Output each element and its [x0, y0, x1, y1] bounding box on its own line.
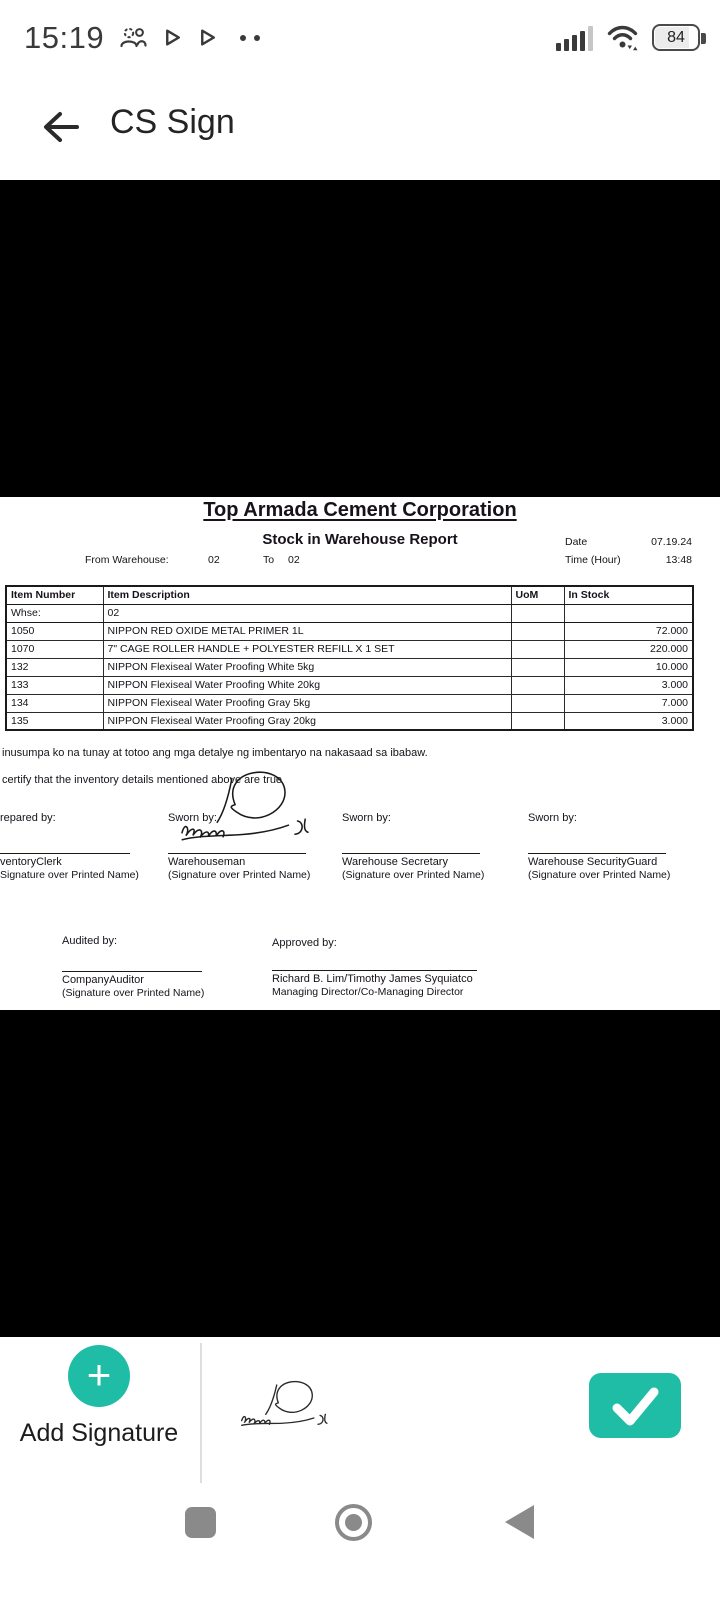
table-cell: 72.000 [564, 622, 693, 640]
document-page [0, 497, 720, 1010]
approver-names: Richard B. Lim/Timothy James Syquiatco [272, 973, 473, 985]
signature-line [528, 853, 666, 854]
wifi-icon [606, 24, 639, 51]
battery-percent: 84 [667, 28, 685, 46]
back-button[interactable] [34, 101, 86, 153]
signatory-secretary [342, 812, 507, 881]
table-cell [511, 676, 564, 694]
date-label: Date [565, 536, 588, 548]
signatory-label: Sworn by: [342, 812, 391, 824]
signal-icon [556, 25, 593, 51]
audited-by-block [62, 935, 204, 999]
status-bar [0, 0, 720, 75]
table-cell: NIPPON Flexiseal Water Proofing White 5kg [103, 658, 511, 676]
placed-signature-overlay[interactable] [156, 752, 330, 866]
home-circle-icon[interactable] [335, 1504, 372, 1541]
signatory-subrole: (Signature over Printed Name) [342, 869, 485, 881]
table-cell: 3.000 [564, 712, 693, 730]
signatory-subrole: (Signature over Printed Name) [528, 869, 671, 881]
attestation-english: certify that the inventory details mentioned above are true [2, 774, 283, 786]
time-label: Time (Hour) [565, 554, 621, 566]
play-outline-icon [162, 27, 183, 48]
plus-icon: + [86, 1350, 112, 1398]
group-icon [118, 25, 148, 51]
app-bar [0, 75, 720, 180]
table-cell: 3.000 [564, 676, 693, 694]
table-cell: 10.000 [564, 658, 693, 676]
arrow-left-icon [40, 110, 80, 144]
approved-by-label: Approved by: [272, 937, 337, 949]
status-bar-left [24, 0, 260, 75]
table-cell [511, 604, 564, 622]
table-cell: NIPPON Flexiseal Water Proofing Gray 20kg [103, 712, 511, 730]
table-cell: 7.000 [564, 694, 693, 712]
date-value: 07.19.24 [651, 536, 692, 548]
table-cell [564, 604, 693, 622]
table-header-row [6, 586, 693, 604]
signature-line [0, 853, 130, 854]
signatory-label: Sworn by: [168, 812, 217, 824]
table-row [6, 676, 693, 694]
auditor-subrole: (Signature over Printed Name) [62, 987, 205, 999]
signatory-role: Warehouse Secretary [342, 856, 448, 868]
add-signature-label: Add Signature [19, 1419, 179, 1447]
table-cell: Whse: [6, 604, 103, 622]
signature-line [272, 970, 477, 971]
table-cell: 1050 [6, 622, 103, 640]
table-cell: 220.000 [564, 640, 693, 658]
table-cell [511, 712, 564, 730]
table-cell: NIPPON Flexiseal Water Proofing Gray 5kg [103, 694, 511, 712]
viewer-background-top [0, 180, 720, 497]
play-outline-icon [197, 27, 218, 48]
table-cell: NIPPON Flexiseal Water Proofing White 20kg [103, 676, 511, 694]
toolbar-divider [200, 1343, 202, 1483]
approved-by-block [272, 937, 477, 998]
signatory-label: repared by: [0, 812, 56, 824]
signatory-role: ventoryClerk [0, 856, 62, 868]
signature-line [62, 971, 202, 972]
recents-square-icon[interactable] [185, 1507, 216, 1538]
confirm-button[interactable] [589, 1373, 681, 1438]
viewer-background-bottom [0, 1010, 720, 1337]
status-bar-right [556, 0, 700, 75]
table-cell: 135 [6, 712, 103, 730]
battery-icon [652, 24, 700, 51]
col-item-number: Item Number [6, 586, 103, 604]
table-cell: 133 [6, 676, 103, 694]
more-dots-icon [240, 35, 260, 41]
report-title: Stock in Warehouse Report [262, 531, 458, 548]
auditor-role: CompanyAuditor [62, 974, 144, 986]
table-row [6, 622, 693, 640]
from-warehouse-label: From Warehouse: [85, 554, 169, 566]
signature-toolbar [0, 1337, 720, 1490]
col-item-description: Item Description [103, 586, 511, 604]
signatory-security-guard [528, 812, 693, 881]
table-cell: 134 [6, 694, 103, 712]
company-title: Top Armada Cement Corporation [203, 499, 517, 521]
col-uom: UoM [511, 586, 564, 604]
signature-thumbnail[interactable] [226, 1367, 341, 1445]
table-cell [511, 622, 564, 640]
table-row [6, 604, 693, 622]
signatory-subrole: Signature over Printed Name) [0, 869, 139, 881]
signature-line [342, 853, 480, 854]
page-title: CS Sign [110, 103, 235, 141]
signatory-role: Warehouse SecurityGuard [528, 856, 658, 868]
navigation-bar [0, 1490, 720, 1600]
table-cell: 132 [6, 658, 103, 676]
table-cell: 02 [103, 604, 511, 622]
table-cell [511, 694, 564, 712]
table-cell: 7" CAGE ROLLER HANDLE + POLYESTER REFILL X 1 SET [103, 640, 511, 658]
clock: 15:19 [24, 19, 105, 55]
audited-by-label: Audited by: [62, 935, 118, 947]
attestation-tagalog: inusumpa ko na tunay at totoo ang mga detalye ng imbentaryo na nakasaad sa ibabaw. [2, 747, 428, 759]
to-value: 02 [288, 554, 300, 566]
table-cell: 1070 [6, 640, 103, 658]
table-cell [511, 640, 564, 658]
table-row [6, 712, 693, 730]
from-warehouse-value: 02 [208, 554, 220, 566]
signatory-role: Warehouseman [168, 856, 246, 868]
add-signature-button[interactable] [10, 1345, 188, 1448]
check-icon [607, 1384, 663, 1428]
approver-titles: Managing Director/Co-Managing Director [272, 986, 464, 998]
table-row [6, 640, 693, 658]
signatory-prepared [0, 812, 165, 881]
to-label: To [263, 554, 275, 566]
col-in-stock: In Stock [564, 586, 693, 604]
table-row [6, 658, 693, 676]
table-cell: NIPPON RED OXIDE METAL PRIMER 1L [103, 622, 511, 640]
stock-table [5, 585, 694, 731]
back-triangle-icon[interactable] [505, 1505, 534, 1539]
signatory-subrole: (Signature over Printed Name) [168, 869, 311, 881]
time-value: 13:48 [665, 554, 692, 566]
table-row [6, 694, 693, 712]
signatory-label: Sworn by: [528, 812, 577, 824]
table-cell [511, 658, 564, 676]
